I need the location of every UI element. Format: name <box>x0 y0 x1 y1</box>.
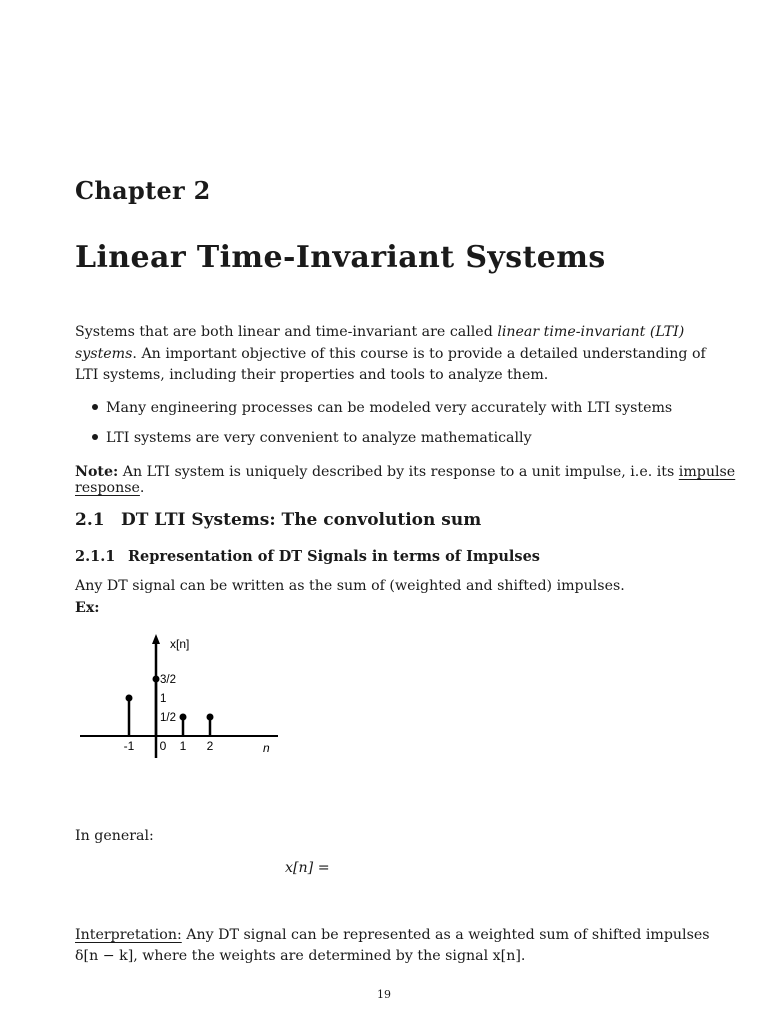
bullet-item <box>92 400 672 416</box>
x-tick-labels <box>124 739 214 753</box>
interpretation-paragraph <box>75 925 735 967</box>
subsection-number: 2.1.1 <box>75 548 116 565</box>
subsection-title: Representation of DT Signals in terms of Impulses <box>128 548 540 565</box>
impulse-response-term: impulse response <box>75 464 736 496</box>
intro-text-before: Systems that are both linear and time-invariant are called <box>75 324 498 340</box>
y-axis-label: x[n] <box>170 637 190 651</box>
x-axis-label: n <box>263 741 270 755</box>
note-end: . <box>139 480 145 496</box>
subsection-heading <box>75 548 540 565</box>
intro-paragraph <box>75 322 730 387</box>
bullet-text: LTI systems are very convenient to analyze mathematically <box>106 430 532 446</box>
paragraph-signal-sum: Any DT signal can be written as the sum of (weighted and shifted) impulses. <box>75 578 625 594</box>
bullet-icon <box>92 434 98 440</box>
interpretation-text: Any DT signal can be represented as a weighted sum of shifted impulses δ[n − k], where the weights are determined by the signal x[n]. <box>75 927 710 964</box>
x-tick-label: 0 <box>159 739 167 753</box>
stem-marker <box>207 714 214 721</box>
section-heading <box>75 510 481 530</box>
bullet-icon <box>92 404 98 410</box>
in-general-label: In general: <box>75 828 154 844</box>
interpretation-label: Interpretation: <box>75 927 182 943</box>
equation-lhs: x[n] = <box>285 860 330 876</box>
section-number: 2.1 <box>75 510 105 530</box>
intro-emphasis: linear time-invariant (LTI) systems <box>75 324 685 362</box>
note-text: An LTI system is uniquely described by its response to a unit impulse, i.e. its <box>118 464 679 480</box>
y-axis-arrow-icon <box>152 634 160 644</box>
bullet-item <box>92 430 532 446</box>
x-tick-label: -1 <box>123 739 135 753</box>
page-number: 19 <box>377 988 391 1001</box>
chapter-label: Chapter 2 <box>75 176 211 205</box>
y-tick-label: 1/2 <box>160 712 176 724</box>
intro-text-after: . An important objective of this course is to provide a detailed understanding of LTI systems, including their properties and tools to analyze them. <box>75 345 706 383</box>
note-label: Note: <box>75 464 119 480</box>
x-tick-label: 1 <box>179 739 187 753</box>
y-tick-labels <box>160 674 176 724</box>
chapter-title: Linear Time-Invariant Systems <box>75 240 606 275</box>
note-paragraph <box>75 464 768 496</box>
example-label: Ex: <box>75 600 100 616</box>
x-tick-label: 2 <box>206 739 214 753</box>
y-tick-label: 1 <box>160 693 167 705</box>
stem-marker <box>153 676 160 683</box>
section-title: DT LTI Systems: The convolution sum <box>121 510 482 530</box>
bullet-text: Many engineering processes can be modeled very accurately with LTI systems <box>106 400 673 416</box>
stem-marker <box>180 714 187 721</box>
y-tick-label: 3/2 <box>160 674 176 686</box>
stem-marker <box>126 695 133 702</box>
stem-plot <box>70 628 290 768</box>
